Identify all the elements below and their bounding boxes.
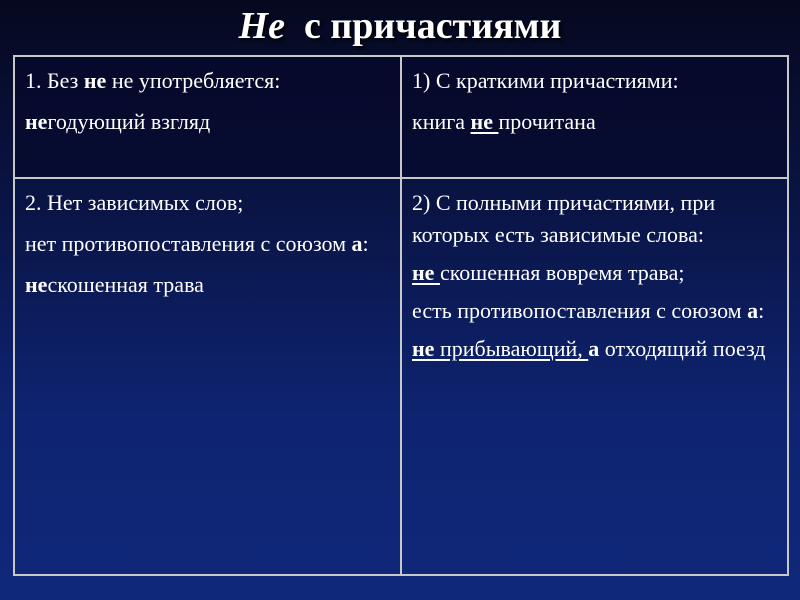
r1-left-line1 [25, 65, 390, 97]
r1-left-example-bold: не [25, 109, 48, 134]
cell-r1-left [15, 57, 402, 179]
r2-left-line1: 2. Нет зависимых слов; [25, 190, 244, 215]
title-rest: с причастиями [303, 5, 562, 47]
r1-left-example-rest: годующий взгляд [47, 109, 211, 134]
r2-right-line3 [412, 295, 777, 327]
r2-right-line4-bold2: а [588, 336, 600, 361]
r1-right-bold: не [470, 109, 493, 134]
r2-left-example-rest: скошенная трава [47, 272, 204, 297]
r2-left-bold: а [351, 231, 363, 256]
slide-title [0, 2, 800, 50]
r1-left-line2 [25, 106, 390, 138]
cell-r1-right [402, 57, 787, 179]
r1-left-rest: не употребляется: [106, 68, 281, 93]
r2-left-post: : [362, 231, 369, 256]
r1-left-num: 1. Без [25, 68, 84, 93]
r2-right-line3-post: : [758, 298, 765, 323]
cell-r2-right [402, 179, 787, 574]
r1-left-bold: не [83, 68, 107, 93]
r1-right-line1: 1) С краткими причастиями: [412, 68, 679, 93]
r2-right-line4 [412, 333, 777, 365]
r2-right-line4-bold: не [412, 336, 435, 361]
r2-right-line4-mid: прибывающий, [439, 336, 589, 361]
r2-right-line1: 2) С полными причастиями, при которых есть зависимые слова: [412, 190, 716, 247]
rules-table [13, 55, 789, 576]
r2-right-line3-pre: есть противопоставления с союзом [412, 298, 748, 323]
r2-right-line3-bold: а [747, 298, 759, 323]
r1-right-line2 [412, 106, 777, 138]
r2-right-line2 [412, 257, 777, 289]
r2-right-line4-rest: отходящий поезд [599, 336, 766, 361]
r1-right-pre: книга [412, 109, 471, 134]
r2-left-pre: нет противопоставления с союзом [25, 231, 352, 256]
title-bold-part: Не [238, 5, 285, 47]
cell-r2-left [15, 179, 402, 574]
r2-right-bold: не [412, 260, 435, 285]
r2-right-rest: скошенная вовремя трава; [439, 260, 685, 285]
r1-right-rest: прочитана [498, 109, 596, 134]
r2-left-line2 [25, 228, 390, 260]
r2-left-example-bold: не [25, 272, 48, 297]
r2-left-line3 [25, 269, 390, 301]
